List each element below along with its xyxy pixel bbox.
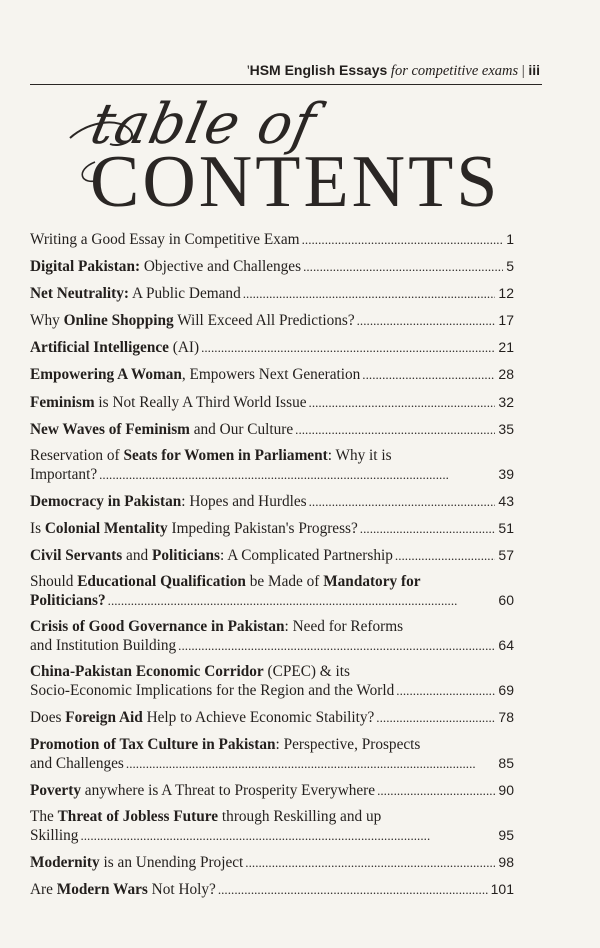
toc-entry[interactable] — [30, 781, 514, 800]
dot-leader — [303, 258, 503, 276]
entry-line — [30, 365, 514, 384]
dot-leader — [360, 520, 496, 538]
entry-title-line — [30, 736, 514, 754]
toc-entry[interactable] — [30, 420, 514, 439]
entry-line — [30, 826, 514, 845]
entry-title-text: Are — [30, 880, 57, 898]
entry-line — [30, 284, 514, 303]
entry-title-emphasis: Civil Servants — [30, 547, 123, 565]
entry-line — [30, 519, 514, 538]
entry-title — [30, 827, 78, 845]
entry-title-text: Important? — [30, 465, 98, 483]
entry-line — [30, 420, 514, 439]
toc-entry[interactable] — [30, 311, 514, 330]
entry-title-emphasis: Digital Pakistan: — [30, 258, 141, 276]
entry-title — [30, 592, 106, 610]
entry-title — [30, 547, 393, 565]
dot-leader — [99, 466, 495, 484]
entry-page-number: 5 — [506, 258, 514, 275]
entry-title-text: Why — [30, 312, 64, 330]
entry-title — [30, 493, 307, 511]
entry-title-text: is an Unending Project — [99, 853, 244, 871]
toc-entry[interactable] — [30, 338, 514, 357]
entry-title-emphasis: Threat of Jobless Future — [57, 807, 219, 825]
entry-line — [30, 257, 514, 276]
toc-entry[interactable] — [30, 708, 514, 727]
header-mark: ' — [246, 63, 250, 79]
toc-entry[interactable] — [30, 230, 514, 249]
entry-title-emphasis: Poverty — [30, 781, 81, 799]
entry-title — [30, 709, 374, 727]
dot-leader — [80, 827, 495, 845]
header-page-number: iii — [528, 62, 540, 78]
dot-leader — [357, 312, 496, 330]
toc-entry[interactable] — [30, 808, 514, 845]
dot-leader — [376, 709, 495, 727]
toc-entry[interactable] — [30, 663, 514, 700]
title-script: table of — [85, 92, 322, 157]
entry-line — [30, 591, 514, 610]
entry-line — [30, 681, 514, 700]
entry-page-number: 90 — [498, 781, 514, 798]
entry-title-emphasis: Politicians? — [30, 592, 106, 610]
entry-title-text: Writing a Good Essay in Competitive Exam — [30, 231, 300, 248]
entry-line — [30, 230, 514, 249]
entry-title — [30, 466, 97, 484]
entry-line — [30, 393, 514, 412]
entry-title-text: A Public Demand — [128, 285, 241, 303]
entry-title — [30, 755, 124, 773]
entry-page-number: 32 — [498, 393, 514, 410]
entry-page-number: 21 — [498, 339, 514, 356]
entry-title-emphasis: Mandatory for — [323, 573, 421, 591]
entry-title-text: Should — [30, 573, 78, 591]
entry-title-text: anywhere is A Threat to Prosperity Everywhere — [80, 781, 376, 799]
entry-title-line — [30, 618, 514, 636]
entry-title-line — [30, 573, 514, 591]
entry-title-line — [30, 447, 514, 465]
entry-title-emphasis: Colonial Mentality — [44, 519, 168, 537]
dot-leader — [395, 547, 496, 565]
entry-title — [30, 312, 355, 330]
entry-title — [30, 231, 300, 249]
entry-title-text: , Empowers Next Generation — [181, 366, 361, 384]
dot-leader — [309, 394, 496, 412]
entry-title-text: : Why it is — [327, 446, 392, 464]
entry-title — [30, 285, 241, 303]
entry-page-number: 60 — [498, 592, 514, 609]
entry-page-number: 17 — [498, 312, 514, 329]
entry-title-text: : Perspective, Prospects — [275, 735, 421, 753]
entry-page-number: 28 — [498, 366, 514, 383]
entry-line — [30, 492, 514, 511]
entry-page-number: 78 — [498, 709, 514, 726]
running-header — [0, 62, 540, 80]
entry-title-text: and Our Culture — [189, 420, 294, 438]
entry-title-text: and Institution Building — [30, 637, 177, 655]
dot-leader — [362, 366, 495, 384]
entry-title — [30, 258, 301, 276]
entry-page-number: 43 — [498, 492, 514, 509]
entry-line — [30, 708, 514, 727]
entry-line — [30, 880, 514, 899]
entry-title-emphasis: Crisis of Good Governance in Pakistan — [30, 618, 285, 636]
toc-entry[interactable] — [30, 257, 514, 276]
toc-entry[interactable] — [30, 519, 514, 538]
entry-page-number: 64 — [498, 637, 514, 654]
dot-leader — [126, 755, 496, 773]
entry-title-emphasis: Educational Qualification — [77, 573, 246, 591]
entry-title — [30, 520, 358, 538]
entry-title-text: Not Holy? — [147, 880, 216, 898]
entry-line — [30, 311, 514, 330]
entry-page-number: 35 — [498, 420, 514, 437]
dot-leader — [243, 285, 496, 303]
title-main: CONTENTS — [90, 141, 501, 223]
book-title: HSM English Essays — [249, 62, 388, 78]
entry-title-emphasis: Foreign Aid — [65, 709, 143, 727]
toc-entry[interactable] — [30, 618, 514, 655]
entry-title-text: is Not Really A Third World Issue — [94, 393, 307, 411]
entry-title-text: Skilling — [30, 826, 79, 844]
entry-page-number: 85 — [498, 754, 514, 771]
entry-line — [30, 465, 514, 484]
entry-title-text: Does — [30, 709, 66, 727]
dot-leader — [201, 339, 495, 357]
toc-entry[interactable] — [30, 546, 514, 565]
entry-title — [30, 339, 199, 357]
entry-page-number: 12 — [498, 285, 514, 302]
dot-leader — [377, 782, 495, 800]
entry-title — [30, 366, 360, 384]
entry-title — [30, 854, 243, 872]
entry-title-text: : A Complicated Partnership — [219, 547, 393, 565]
entry-title — [30, 421, 293, 439]
entry-title — [30, 782, 375, 800]
entry-title-text: Will Exceed All Predictions? — [173, 312, 355, 330]
entry-title-text: Objective and Challenges — [140, 258, 302, 276]
entry-title-text: Is — [30, 519, 45, 537]
entry-title-text: through Reskilling and up — [218, 807, 382, 825]
entry-page-number: 101 — [490, 880, 514, 897]
toc-entry[interactable] — [30, 447, 514, 484]
dot-leader — [108, 592, 496, 610]
book-subtitle: for competitive exams — [387, 63, 519, 79]
entry-title — [30, 682, 394, 700]
entry-title-emphasis: Politicians — [151, 547, 220, 565]
toc-entry[interactable] — [30, 736, 514, 773]
entry-page-number: 39 — [498, 465, 514, 482]
dot-leader — [302, 231, 504, 249]
entry-title — [30, 394, 307, 412]
entry-title-text: Reservation of — [30, 446, 124, 464]
entry-title-emphasis: Seats for Women in Parliament — [123, 446, 328, 464]
entry-title — [30, 637, 176, 655]
entry-title-text: : Need for Reforms — [284, 618, 404, 636]
entry-line — [30, 338, 514, 357]
entry-line — [30, 853, 514, 872]
dot-leader — [218, 881, 488, 899]
toc-entry[interactable] — [30, 853, 514, 872]
entry-page-number: 95 — [498, 826, 514, 843]
dot-leader — [245, 854, 495, 872]
entry-title-text: Impeding Pakistan's Progress? — [167, 519, 358, 537]
dot-leader — [178, 637, 495, 655]
entry-page-number: 57 — [498, 547, 514, 564]
entry-line — [30, 546, 514, 565]
toc-entry[interactable] — [30, 365, 514, 384]
entry-title-emphasis: Democracy in Pakistan — [30, 492, 182, 510]
entry-title-text: : Hopes and Hurdles — [181, 492, 307, 510]
entry-title-line — [30, 663, 514, 681]
header-separator: | — [518, 63, 529, 79]
entry-page-number: 98 — [498, 853, 514, 870]
entry-title-text: The — [30, 807, 58, 825]
toc-entry[interactable] — [30, 880, 514, 899]
entry-line — [30, 636, 514, 655]
entry-title-text: Socio-Economic Implications for the Region and the World — [30, 682, 395, 700]
entry-title-text: (AI) — [168, 339, 200, 357]
entry-page-number: 69 — [498, 682, 514, 699]
entry-title-text: be Made of — [245, 573, 324, 591]
entry-title-emphasis: Modern Wars — [56, 880, 148, 898]
entry-line — [30, 754, 514, 773]
entry-page-number: 1 — [506, 231, 514, 247]
dot-leader — [295, 421, 495, 439]
entry-title-emphasis: New Waves of Feminism — [30, 420, 190, 438]
entry-title-emphasis: Empowering A Woman — [30, 366, 182, 384]
toc-entry[interactable] — [30, 492, 514, 511]
entry-title-emphasis: Online Shopping — [63, 312, 174, 330]
entry-title-emphasis: Net Neutrality: — [30, 285, 129, 303]
header-rule — [30, 84, 542, 85]
entry-title-text: Help to Achieve Economic Stability? — [142, 709, 375, 727]
entry-title-emphasis: Modernity — [30, 853, 100, 871]
entry-title-emphasis: Promotion of Tax Culture in Pakistan — [30, 735, 276, 753]
entry-title — [30, 881, 216, 899]
toc-entry[interactable] — [30, 393, 514, 412]
toc-entry[interactable] — [30, 284, 514, 303]
entry-title-text: and Challenges — [30, 754, 124, 772]
entry-title-text: and — [122, 547, 152, 565]
entry-page-number: 51 — [498, 519, 514, 536]
entry-title-text: (CPEC) & its — [263, 663, 350, 681]
entry-title-line — [30, 808, 514, 826]
dot-leader — [309, 493, 496, 511]
entry-title-emphasis: Feminism — [30, 393, 95, 411]
entry-line — [30, 781, 514, 800]
dot-leader — [396, 682, 495, 700]
toc-entry[interactable] — [30, 573, 514, 610]
entry-title-emphasis: Artificial Intelligence — [30, 339, 169, 357]
table-of-contents — [30, 230, 514, 907]
entry-title-emphasis: China-Pakistan Economic Corridor — [30, 663, 264, 681]
